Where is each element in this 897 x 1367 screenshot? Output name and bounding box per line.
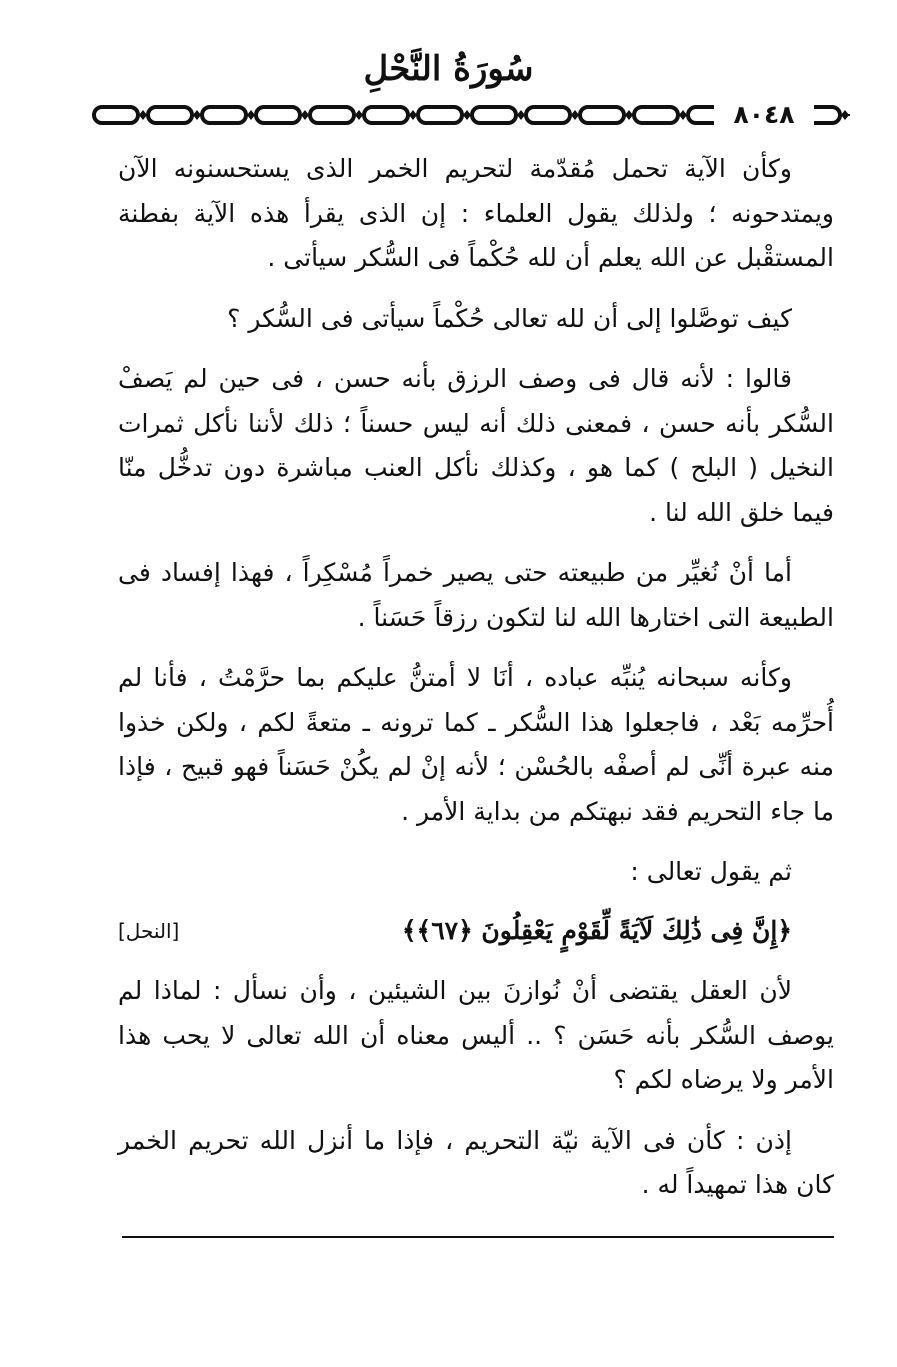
paragraph-6: ثم يقول تعالى : bbox=[630, 857, 792, 886]
header-ornament-rule bbox=[90, 100, 852, 130]
paragraph-1: وكأن الآية تحمل مُقدّمة لتحريم الخمر الذى يستحسنونه الآن ويمتدحونه ؛ ولذلك يقول العلماء : إن الذى يقرأ هذه الآية بفطنة المستقْبل عن الله يعلم أن لله حُكْماً فى السُّكر سيأتى . bbox=[118, 154, 834, 272]
page-number: ٨٠٤٨ bbox=[714, 100, 814, 130]
paragraph-3: قالوا : لأنه قال فى وصف الرزق بأنه حسن ، فى حين لم يَصفْ السُّكر بأنه حسن ، فمعنى ذلك أنه ليس حسناً ؛ ذلك لأننا نأكل ثمرات النخيل ( البلح ) كما هو ، وكذلك نأكل العنب مباشرة دون تدخُّل منّا فيما خلق الله لنا . bbox=[118, 364, 834, 527]
paragraph-5: وكأنه سبحانه يُنبِّه عباده ، أنَا لا أمتنُّ عليكم بما حرَّمْتُ ، فأنا لم أُحرِّمه بَعْد ، فاجعلوا هذا السُّكر ـ كما ترونه ـ متعةً لكم ، ولكن خذوا منه عبرة أنِّى لم أصفْه بالحُسْن ؛ لأنه إنْ لم يكُنْ حَسَناً فهو قبيح ، فإذا ما جاء التحريم فقد نبهتكم من بداية الأمر . bbox=[118, 663, 834, 826]
verse-text: ﴿إِنَّ فِى ذَٰلِكَ لَآيَةً لِّقَوْمٍ يَعْقِلُونَ ﴿٦٧﴾﴾ bbox=[401, 915, 792, 945]
page-body bbox=[118, 147, 834, 1224]
paragraph-7: لأن العقل يقتضى أنْ نُوازنَ بين الشيئين ، وأن نسأل : لماذا لم يوصف السُّكر بأنه حَسَن ؟ .. أليس معناه أن الله تعالى لا يحب هذا الأمر ولا يرضاه لكم ؟ bbox=[118, 976, 834, 1094]
paragraph-8: إذن : كأن فى الآية نيّة التحريم ، فإذا ما أنزل الله تحريم الخمر كان هذا تمهيداً له . bbox=[118, 1125, 834, 1199]
footer-rule bbox=[122, 1236, 834, 1238]
paragraph-2: كيف توصَّلوا إلى أن لله تعالى حُكْماً سيأتى فى السُّكر ؟ bbox=[227, 303, 792, 333]
quran-verse bbox=[118, 909, 834, 954]
paragraph-4: أما أنْ نُغيِّر من طبيعته حتى يصير خمراً مُسْكِراً ، فهذا إفساد فى الطبيعة التى اختارها الله لنا لتكون رزقاً حَسَناً . bbox=[118, 558, 834, 632]
surah-title: سُورَةُ النَّحْلِ bbox=[363, 49, 534, 89]
verse-reference: [النحل] bbox=[118, 918, 180, 943]
